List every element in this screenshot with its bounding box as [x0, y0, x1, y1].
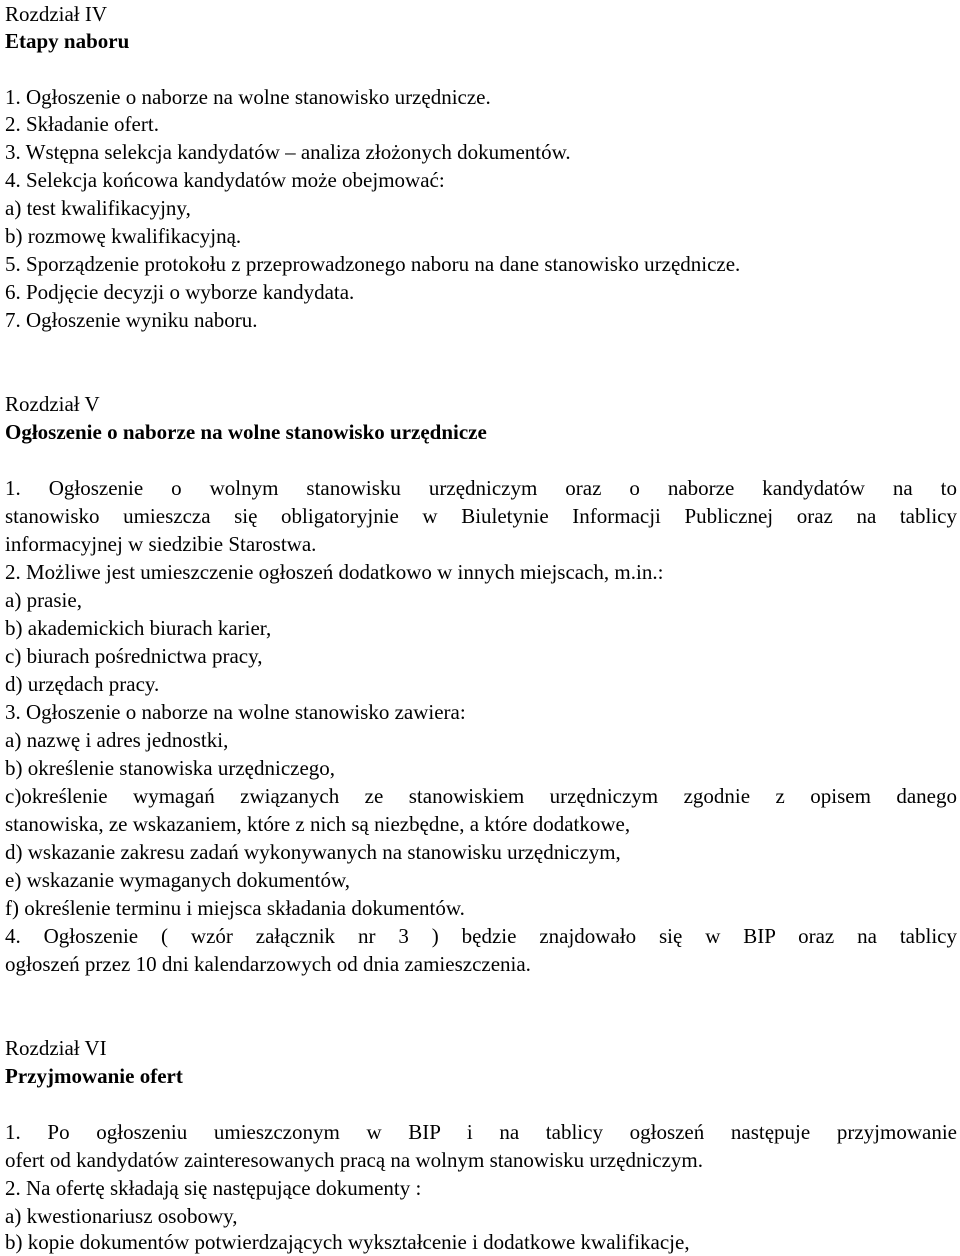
list-item: 2. Składanie ofert. — [5, 112, 159, 136]
paragraph-line: informacyjnej w siedzibie Starostwa. — [5, 532, 317, 556]
list-item: b) akademickich biurach karier, — [5, 616, 272, 640]
list-item: d) urzędach pracy. — [5, 672, 160, 696]
chapter-title-6: Przyjmowanie ofert — [5, 1064, 183, 1088]
list-item: f) określenie terminu i miejsca składania dokumentów. — [5, 896, 465, 920]
chapter-title-4: Etapy naboru — [5, 29, 130, 53]
list-item: 3. Ogłoszenie o naborze na wolne stanowisko zawiera: — [5, 700, 466, 724]
paragraph-line: ofert od kandydatów zainteresowanych pracą na wolnym stanowisku urzędniczym. — [5, 1148, 704, 1172]
list-item: 1. Ogłoszenie o naborze na wolne stanowisko urzędnicze. — [5, 85, 491, 109]
list-item: 5. Sporządzenie protokołu z przeprowadzonego naboru na dane stanowisko urzędnicze. — [5, 252, 741, 276]
list-item: b) kopie dokumentów potwierdzających wykształcenie i dodatkowe kwalifikacje, — [5, 1230, 690, 1254]
list-item: a) test kwalifikacyjny, — [5, 196, 191, 220]
paragraph-line: 1. Po ogłoszeniu umieszczonym w BIP i na tablicy ogłoszeń następuje przyjmowanie — [5, 1120, 957, 1144]
chapter-heading-5: Rozdział V — [5, 392, 100, 416]
chapter-title-5: Ogłoszenie o naborze na wolne stanowisko urzędnicze — [5, 420, 487, 444]
list-item: c) biurach pośrednictwa pracy, — [5, 644, 263, 668]
list-item: 3. Wstępna selekcja kandydatów – analiza złożonych dokumentów. — [5, 140, 571, 164]
list-item: ogłoszeń przez 10 dni kalendarzowych od dnia zamieszczenia. — [5, 952, 531, 976]
list-item: a) prasie, — [5, 588, 82, 612]
list-item: 2. Na ofertę składają się następujące dokumenty : — [5, 1176, 422, 1200]
list-item: 2. Możliwe jest umieszczenie ogłoszeń dodatkowo w innych miejscach, m.in.: — [5, 560, 664, 584]
list-item: b) określenie stanowiska urzędniczego, — [5, 756, 336, 780]
list-item: 7. Ogłoszenie wyniku naboru. — [5, 308, 258, 332]
list-item: 6. Podjęcie decyzji o wyborze kandydata. — [5, 280, 355, 304]
list-item: a) nazwę i adres jednostki, — [5, 728, 229, 752]
list-item: 4. Selekcja końcowa kandydatów może obejmować: — [5, 168, 445, 192]
list-item: b) rozmowę kwalifikacyjną. — [5, 224, 242, 248]
chapter-heading-6: Rozdział VI — [5, 1036, 107, 1060]
list-item: stanowiska, ze wskazaniem, które z nich są niezbędne, a które dodatkowe, — [5, 812, 631, 836]
chapter-heading-4: Rozdział IV — [5, 2, 108, 26]
list-item: c)określenie wymagań związanych ze stanowiskiem urzędniczym zgodnie z opisem danego — [5, 784, 957, 808]
list-item: d) wskazanie zakresu zadań wykonywanych na stanowisku urzędniczym, — [5, 840, 621, 864]
list-item: a) kwestionariusz osobowy, — [5, 1204, 238, 1228]
list-item: 4. Ogłoszenie ( wzór załącznik nr 3 ) będzie znajdowało się w BIP oraz na tablicy — [5, 924, 957, 948]
paragraph-line: stanowisko umieszcza się obligatoryjnie w Biuletynie Informacji Publicznej oraz na tablicy — [5, 504, 957, 528]
list-item: e) wskazanie wymaganych dokumentów, — [5, 868, 351, 892]
paragraph-line: 1. Ogłoszenie o wolnym stanowisku urzędniczym oraz o naborze kandydatów na to — [5, 476, 957, 500]
